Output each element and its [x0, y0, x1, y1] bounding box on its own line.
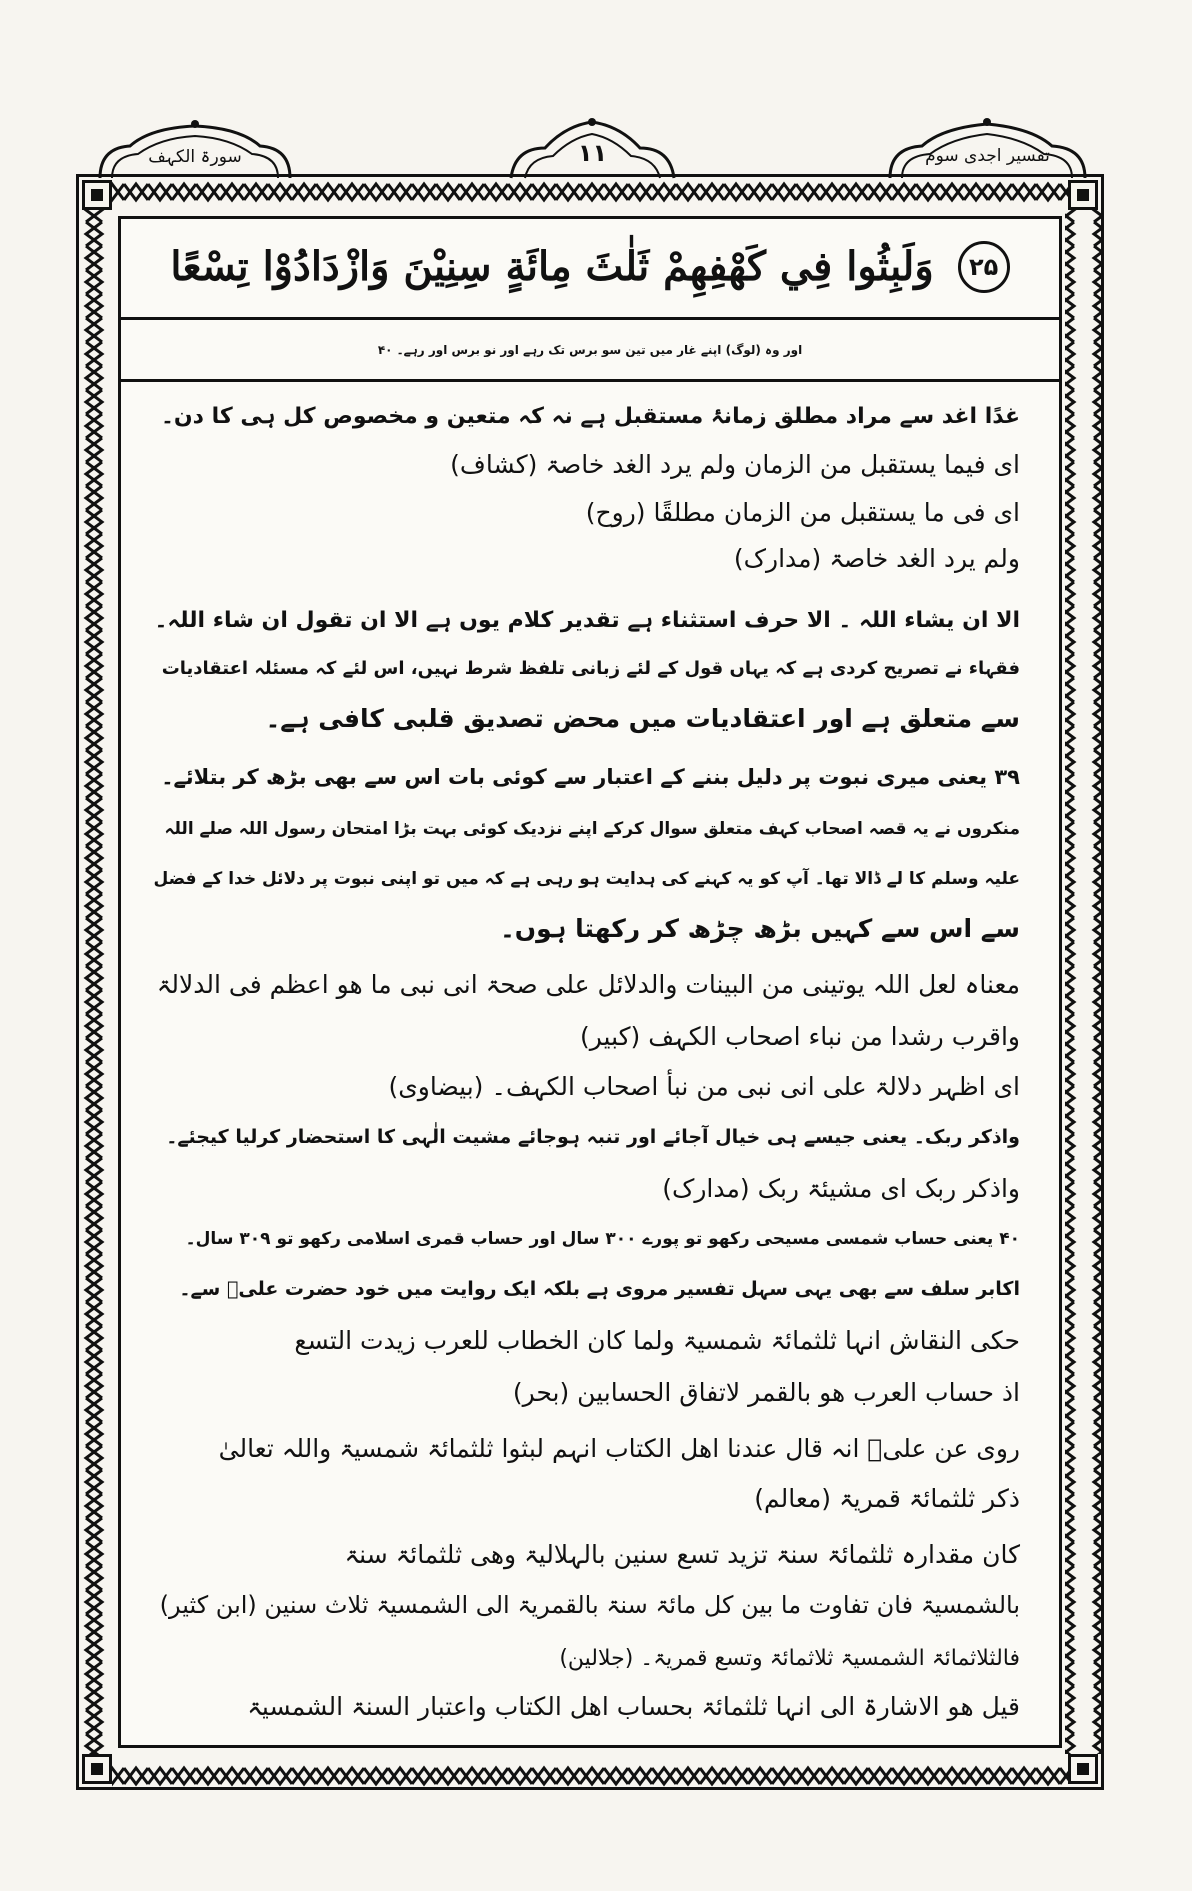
commentary [140, 392, 1020, 1742]
commentary-line: ذکر ثلثمائۃ قمریۃ (معالم) [754, 1484, 1020, 1513]
commentary-line: ای فی ما یستقبل من الزمان مطلقًا (روح) [585, 498, 1020, 527]
corner-ornament-icon [82, 1754, 112, 1784]
commentary-line: معناہ لعل اللہ یوتینی من البینات والدلائل علی صحۃ انی نبی ما ھو اعظم فی الدلالۃ [156, 970, 1020, 999]
commentary-line: منکروں نے یہ قصہ اصحاب کہف متعلق سوال کرکے اپنے نزدیک کوئی بہت بڑا امتحان رسول اللہ صلے اللہ [164, 819, 1020, 839]
commentary-line: قیل ھو الاشارۃ الی انہا ثلثمائۃ بحساب اھل الکتاب واعتبار السنۃ الشمسیۃ [247, 1692, 1020, 1721]
commentary-line: غدًا اغد سے مراد مطلق زمانۂ مستقبل ہے نہ کہ متعین و مخصوص کل ہی کا دن۔ [161, 404, 1020, 429]
verse-band [118, 216, 1062, 320]
verse-number: ۲۵ [958, 241, 1010, 293]
commentary-line: کان مقدارہ ثلثمائۃ سنۃ تزید تسع سنین بالہلالیۃ وھی ثلثمائۃ سنۃ [344, 1540, 1020, 1569]
commentary-line: فالثلاثمائۃ الشمسیۃ ثلاثمائۃ وتسع قمریۃ۔ (جلالین) [559, 1646, 1020, 1671]
verse-arabic: وَلَبِثُوا فِي كَهْفِهِمْ ثَلٰثَ مِائَةٍ سِنِيْنَ وَازْدَادُوْا تِسْعًا [170, 243, 934, 290]
commentary-line: واذکر ربک ای مشیئۃ ربک (مدارک) [662, 1174, 1020, 1203]
corner-ornament-icon [1068, 180, 1098, 210]
commentary-line: واقرب رشدا من نباء اصحاب الکہف (کبیر) [579, 1022, 1020, 1051]
commentary-line: اکابر سلف سے بھی یہی سہل تفسیر مروی ہے بلکہ ایک روایت میں خود حضرت علیؓ سے۔ [179, 1278, 1020, 1300]
header-surah-cartouche [90, 118, 300, 180]
footnote-40: ۴۰ یعنی حساب شمسی مسیحی رکھو تو پورے ۳۰۰ سال اور حساب قمری اسلامی رکھو تو ۳۰۹ سال۔ [185, 1229, 1020, 1249]
commentary-line: علیہ وسلم کا لے ڈالا تھا۔ آپ کو یہ کہنے کی ہدایت ہو رہی ہے کہ میں تو اپنی نبوت پر دلائل خدا کے فضل [153, 869, 1020, 889]
commentary-line: اذ حساب العرب ھو بالقمر لاتفاق الحسابین (بحر) [512, 1378, 1020, 1407]
tafsir-title: تفسیر اجدی سوم [925, 146, 1050, 166]
commentary-line: ای فیما یستقبل من الزمان ولم یرد الغد خاصۃ (کشاف) [450, 450, 1020, 479]
commentary-line: روی عن علیؓ انہ قال عندنا اھل الکتاب انہم لبثوا ثلثمائۃ شمسیۃ واللہ تعالیٰ [218, 1434, 1020, 1463]
commentary-line: ولم یرد الغد خاصۃ (مدارک) [733, 544, 1020, 573]
commentary-line: سے متعلق ہے اور اعتقادیات میں محض تصدیق قلبی کافی ہے۔ [265, 704, 1020, 733]
footnote-39: ۳۹ یعنی میری نبوت پر دلیل بننے کے اعتبار سے کوئی بات اس سے بھی بڑھ کر بتلائے۔ [161, 765, 1020, 789]
corner-ornament-icon [82, 180, 112, 210]
commentary-line: الا ان یشاء اللہ ۔ الا حرف استثناء ہے تقدیر کلام یوں ہے الا ان تقول ان شاء اللہ۔ [154, 608, 1020, 633]
commentary-line: فقہاء نے تصریح کردی ہے کہ یہاں قول کے لئے زبانی تلفظ شرط نہیں، اس لئے کہ مسئلہ اعتقادیات [161, 658, 1020, 679]
commentary-line: سے اس سے کہیں بڑھ چڑھ کر رکھتا ہوں۔ [500, 914, 1020, 943]
commentary-line: واذکر ربک۔ یعنی جیسے ہی خیال آجائے اور تنبہ ہوجائے مشیت الٰہی کا استحضار کرلیا کیجئے۔ [166, 1126, 1020, 1148]
commentary-line: ای اظہر دلالۃ علی انی نبی من نبأ اصحاب الکہف۔ (بیضاوی) [388, 1072, 1020, 1101]
header-page-cartouche [505, 118, 680, 180]
surah-name: سورۃ الکہف [148, 146, 242, 167]
page-number: ۱۱ [577, 139, 608, 167]
commentary-line: بالشمسیۃ فان تفاوت ما بین کل مائۃ سنۃ بالقمریۃ الی الشمسیۃ ثلاث سنین (ابن کثیر) [159, 1591, 1020, 1619]
corner-ornament-icon [1068, 1754, 1098, 1784]
commentary-line: حکی النقاش انہا ثلثمائۃ شمسیۃ ولما کان الخطاب للعرب زیدت التسع [294, 1326, 1020, 1355]
verse-translation: اور وہ (لوگ) اپنے غار میں تین سو برس تک رہے اور نو برس اور رہے۔ ۴۰ [118, 320, 1062, 382]
header-title-cartouche [880, 118, 1095, 180]
